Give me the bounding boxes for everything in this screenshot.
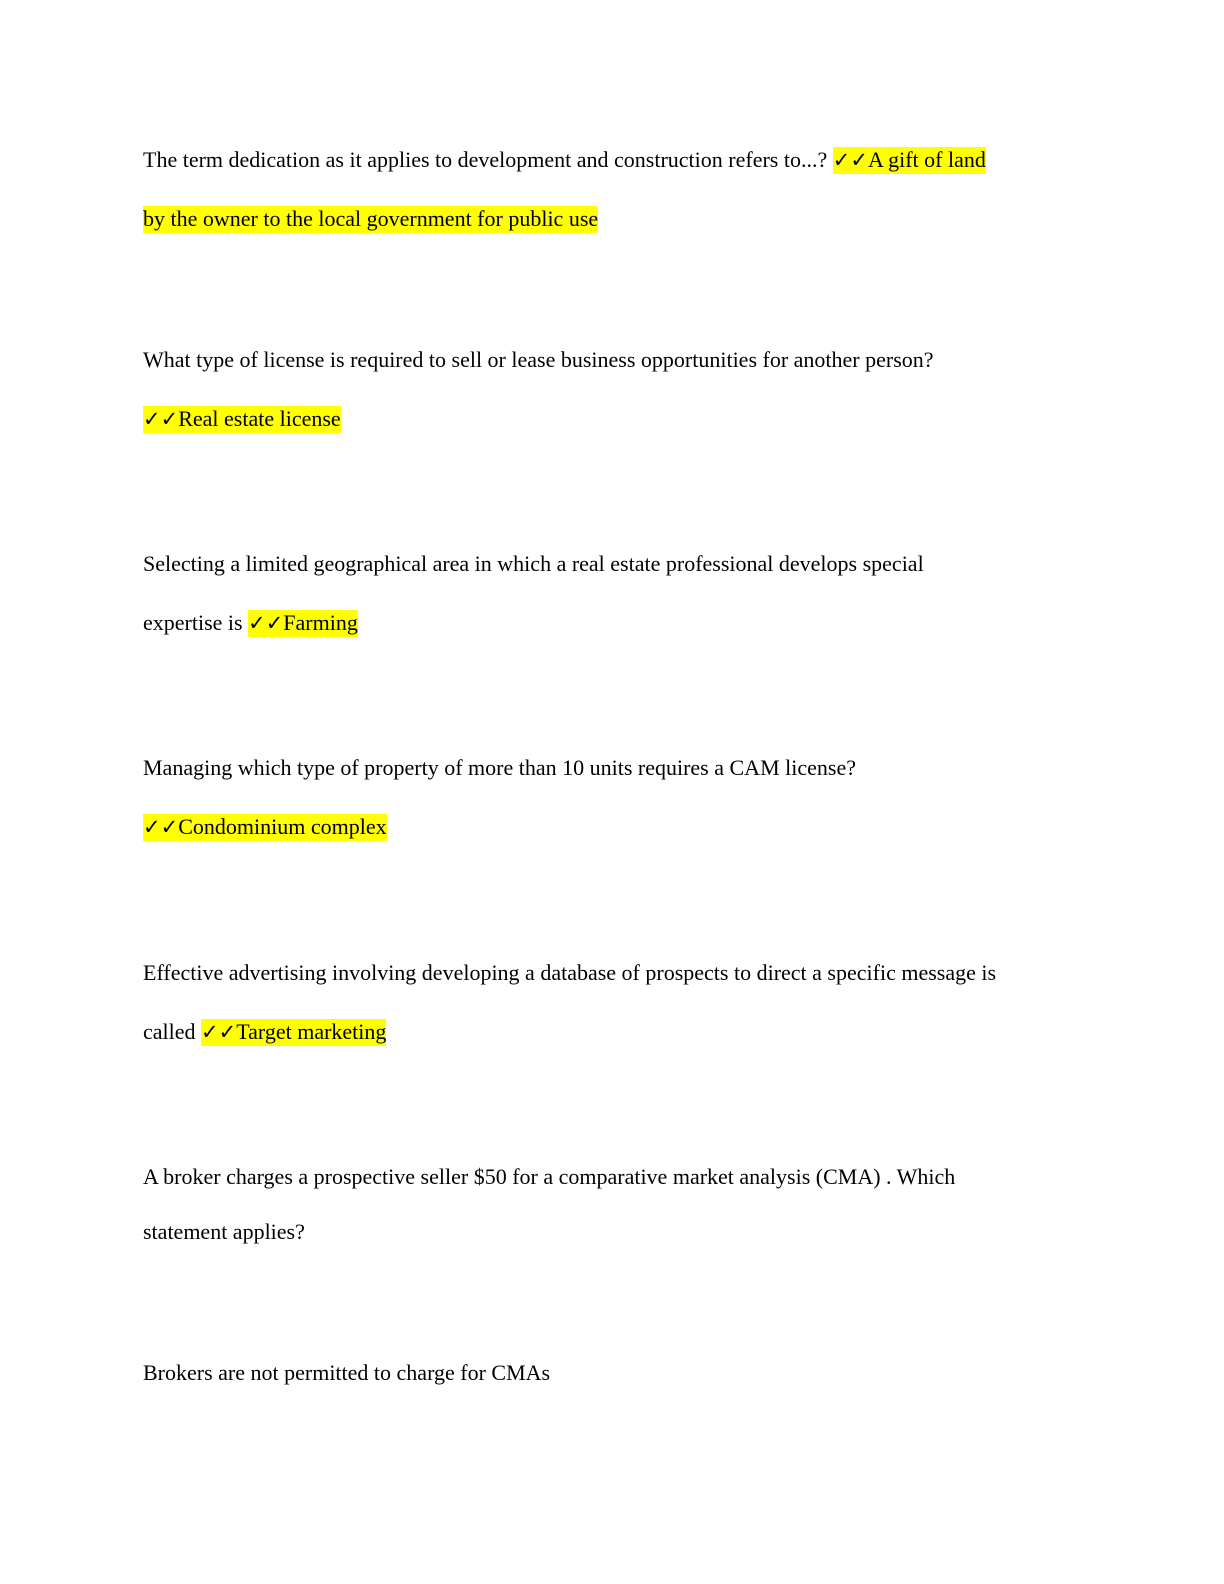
answer-4-line	[143, 811, 387, 843]
question-6-text-line-1: A broker charges a prospective seller $50 for a comparative market analysis (CMA) . Which	[143, 1164, 956, 1189]
question-1-line-1	[143, 144, 986, 176]
question-2-text: What type of license is required to sell or lease business opportunities for another person?	[143, 347, 934, 372]
answer-5-highlight	[201, 1019, 386, 1046]
double-check-icon: ✓✓	[201, 1020, 237, 1044]
double-check-icon: ✓✓	[832, 148, 868, 172]
question-6-text-line-2: statement applies?	[143, 1219, 305, 1244]
question-3-line-1	[143, 548, 924, 580]
statement-text: Brokers are not permitted to charge for CMAs	[143, 1360, 551, 1385]
answer-4-highlight	[143, 814, 387, 841]
question-3-text-line-1: Selecting a limited geographical area in which a real estate professional develops special	[143, 551, 924, 576]
question-5-text-line-1: Effective advertising involving developing a database of prospects to direct a specific message is	[143, 960, 997, 985]
question-1-text: The term dedication as it applies to development and construction refers to...?	[143, 147, 828, 172]
question-5-line-2	[143, 1016, 386, 1048]
answer-5-text: Target marketing	[236, 1019, 387, 1044]
answer-4-text: Condominium complex	[178, 814, 387, 839]
answer-2-text: Real estate license	[178, 406, 341, 431]
answer-1-highlight	[833, 147, 986, 174]
question-6-line-1	[143, 1161, 955, 1193]
answer-2-line	[143, 403, 341, 435]
question-6-line-2	[143, 1216, 305, 1248]
double-check-icon: ✓✓	[143, 815, 179, 839]
answer-1-line-2	[143, 203, 598, 235]
question-5-line-1	[143, 957, 996, 989]
statement-line	[143, 1357, 550, 1389]
answer-3-text: Farming	[283, 610, 358, 635]
answer-3-highlight	[248, 610, 358, 637]
question-2-line-1	[143, 344, 934, 376]
question-3-text-line-2: expertise is	[143, 610, 243, 635]
answer-2-highlight	[143, 406, 341, 433]
double-check-icon: ✓✓	[143, 407, 179, 431]
question-4-text: Managing which type of property of more than 10 units requires a CAM license?	[143, 755, 856, 780]
answer-1-text-line-1: A gift of land	[867, 147, 986, 172]
question-3-line-2	[143, 607, 358, 639]
question-4-line-1	[143, 752, 856, 784]
double-check-icon: ✓✓	[248, 611, 284, 635]
question-5-text-line-2: called	[143, 1019, 196, 1044]
answer-1-text-line-2: by the owner to the local government for public use	[143, 206, 599, 231]
